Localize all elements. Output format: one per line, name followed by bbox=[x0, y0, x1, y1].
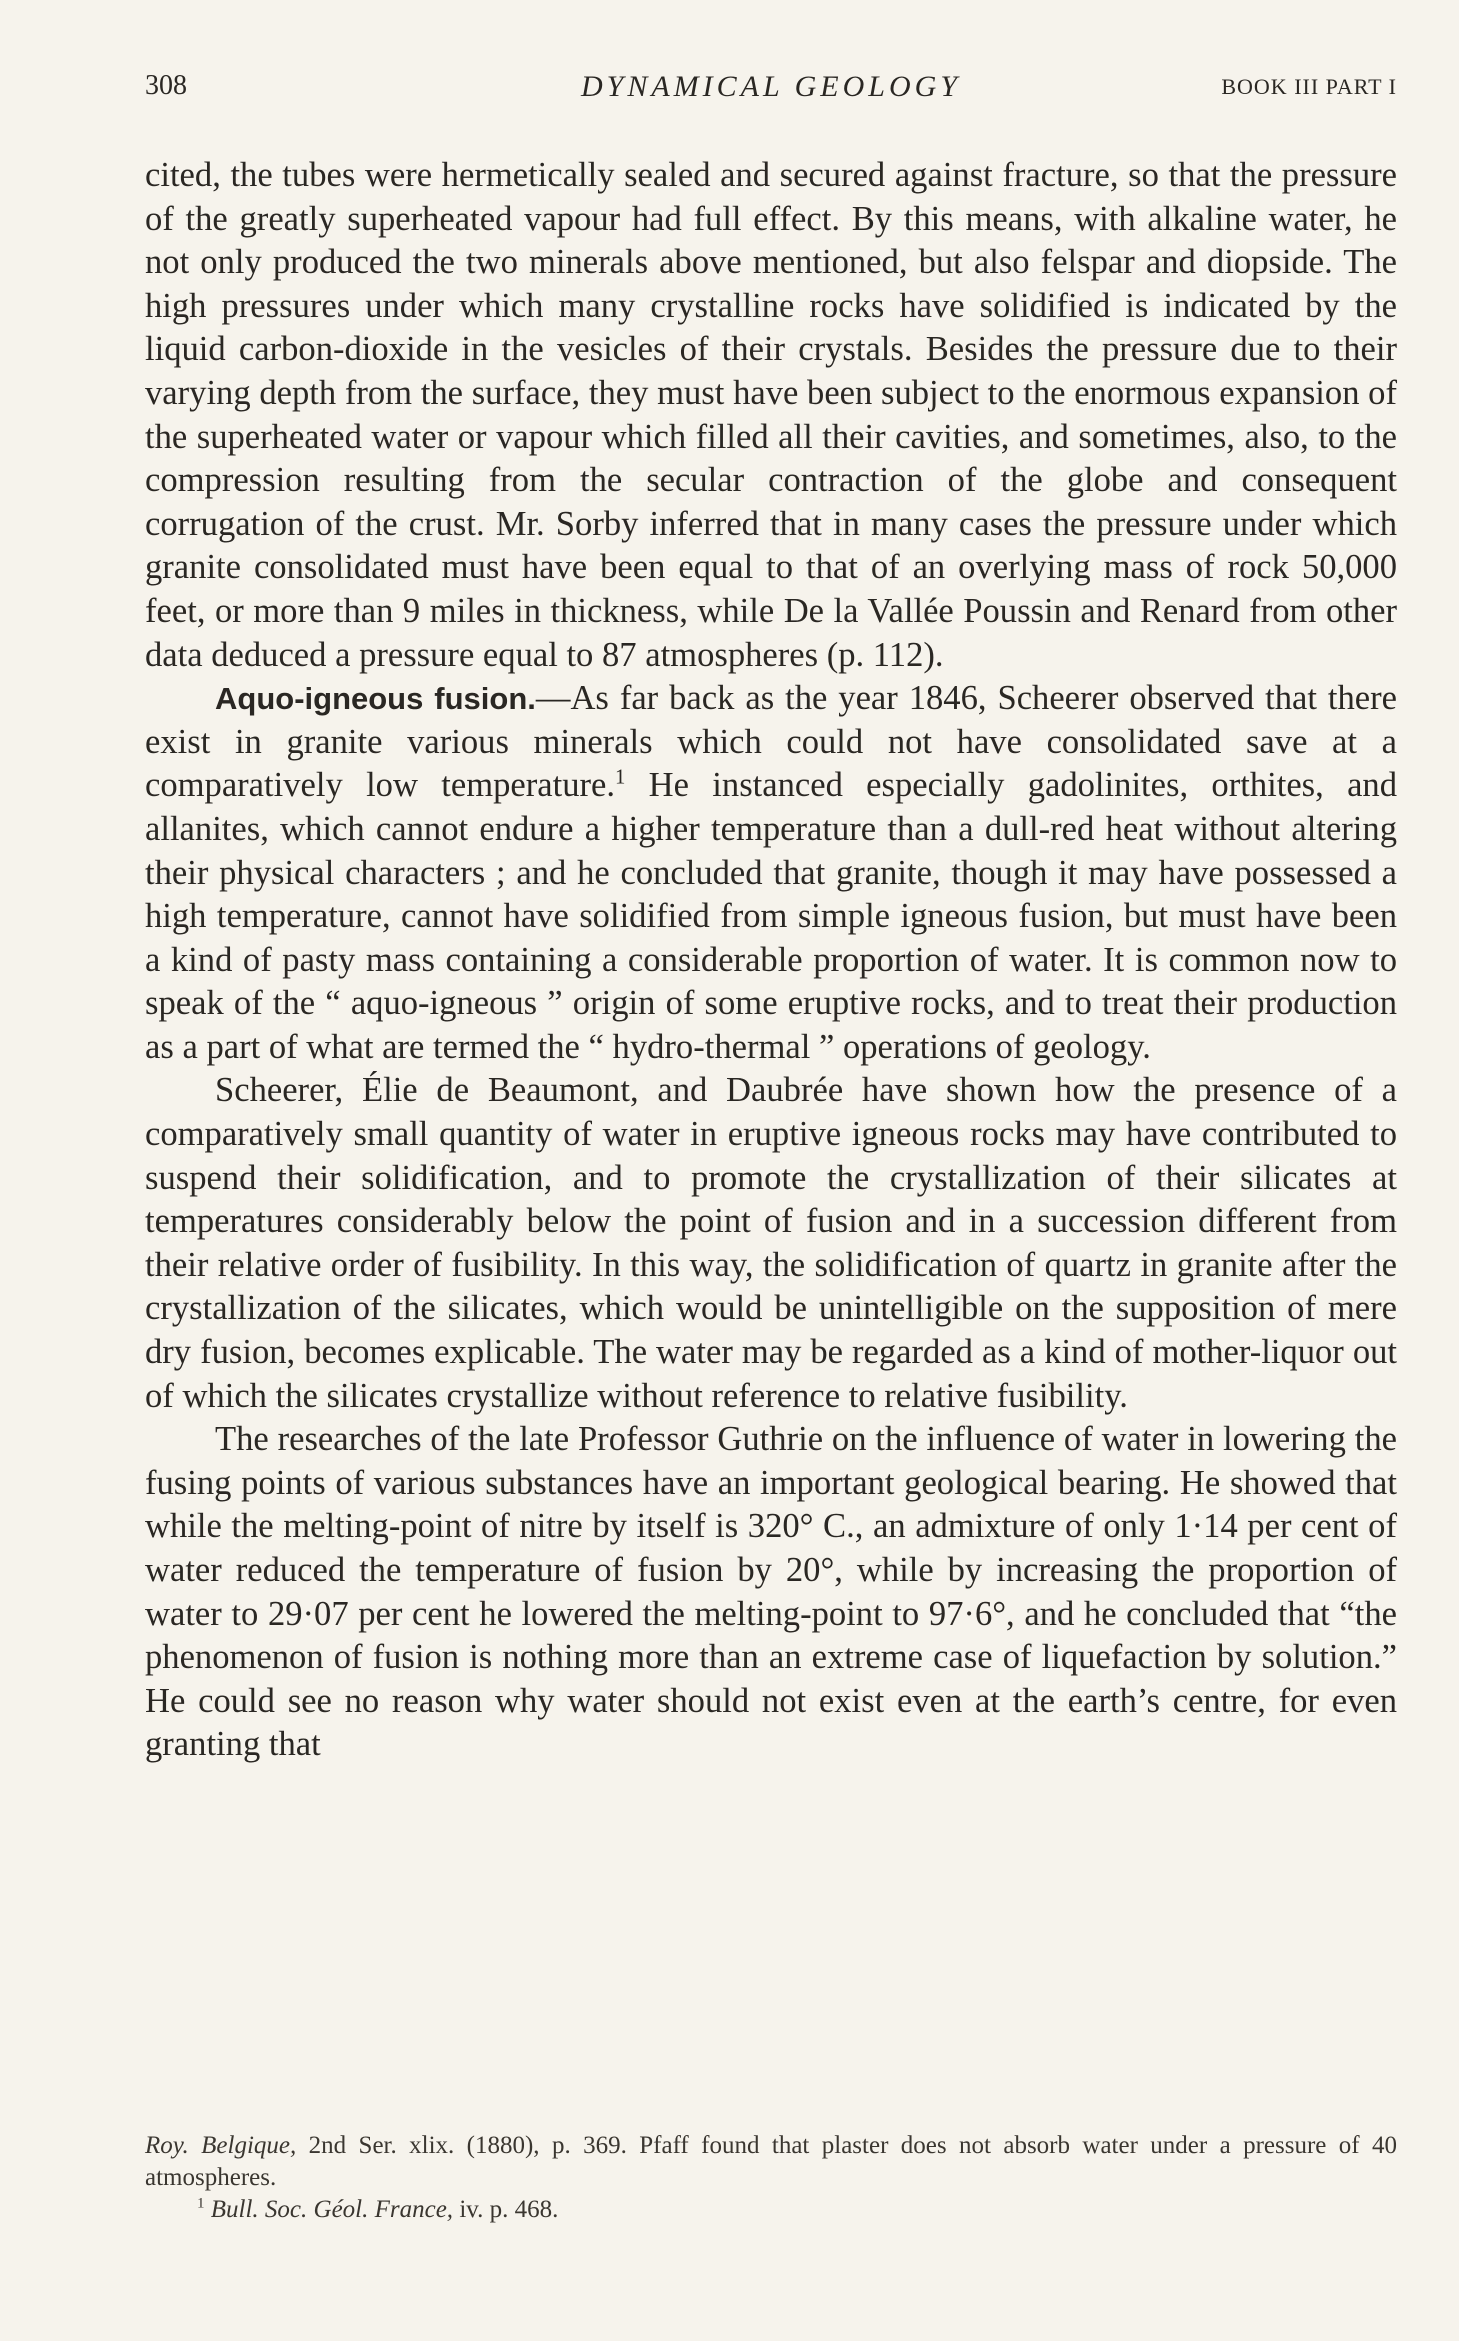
paragraph-2-text-b: He instanced especially gadolinites, orthites, and allanites, which cannot endure a higher temperature than a dull-red heat without altering their physical characters ; and he concluded that granite, though it may have possessed a high temperature, cannot have solidified from simple igneous fusion, but must have been a kind of pasty mass containing a considerable proportion of water. It is common now to speak of the “ aquo-igneous ” origin of some eruptive rocks, and to treat their production as a part of what are termed the “ hydro-thermal ” operations of geology. bbox=[145, 766, 1397, 1066]
paragraph-4: The researches of the late Professor Guthrie on the influence of water in lowering the fusing points of various substances have an important geological bearing. He showed that while the melting-point of nitre by itself is 320° C., an admixture of only 1·14 per cent of water reduced the temperature of fusion by 20°, while by increasing the proportion of water to 29·07 per cent he lowered the melting-point to 97·6°, and he concluded that “the phenomenon of fusion is nothing more than an extreme case of liquefaction by solution.” He could see no reason why water should not exist even at the earth’s centre, for even granting that bbox=[145, 1420, 1397, 1764]
footnote-continued bbox=[145, 2130, 1397, 2194]
page-header bbox=[145, 70, 1397, 110]
sidehead-aquo-igneous-fusion: Aquo-igneous fusion. bbox=[215, 681, 536, 717]
footnote-1-marker: 1 bbox=[197, 2195, 205, 2212]
body-text bbox=[145, 154, 1397, 1767]
footnote-1-text: 2nd Ser. xlix. (1880), p. 369. Pfaff found that plaster does not absorb water under a pressure of 40 atmospheres. bbox=[145, 2132, 1398, 2191]
footnotes bbox=[145, 2130, 1397, 2226]
paragraph-2-text-a: —As far back as the year 1846, Scheerer observed that there exist in granite various minerals which could not have consolidated save at a comparatively low temperature. bbox=[145, 679, 1397, 805]
paragraph-3: Scheerer, Élie de Beaumont, and Daubrée have shown how the presence of a comparatively small quantity of water in eruptive igneous rocks may have contributed to suspend their solidification, and to promote the crystallization of their silicates at temperatures considerably below the point of fusion and in a succession different from their relative order of fusibility. In this way, the solidification of quartz in granite after the crystallization of the silicates, which would be unintelligible on the supposition of mere dry fusion, becomes explicable. The water may be regarded as a kind of mother-liquor out of which the silicates crystallize without reference to relative fusibility. bbox=[145, 1071, 1397, 1415]
footnote-2-text: iv. p. 468. bbox=[453, 2196, 559, 2223]
paragraph-2 bbox=[145, 677, 1397, 1069]
running-title: DYNAMICAL GEOLOGY bbox=[581, 70, 961, 103]
paragraph-1: cited, the tubes were hermetically sealed and secured against fracture, so that the pressure of the greatly superheated vapour had full effect. By this means, with alkaline water, he not only produced the two minerals above mentioned, but also felspar and diopside. The high pressures under which many crystalline rocks have solidified is indicated by the liquid carbon-dioxide in the vesicles of their crystals. Besides the pressure due to their varying depth from the surface, they must have been subject to the enormous expansion of the superheated water or vapour which filled all their cavities, and sometimes, also, to the compression resulting from the secular contraction of the globe and consequent corrugation of the crust. Mr. Sorby inferred that in many cases the pressure under which granite consolidated must have been equal to that of an overlying mass of rock 50,000 feet, or more than 9 miles in thickness, while De la Vallée Poussin and Renard from other data deduced a pressure equal to 87 atmospheres (p. 112). bbox=[145, 156, 1397, 674]
footnote-1-source: Roy. Belgique, bbox=[145, 2132, 297, 2159]
section-reference: BOOK III PART I bbox=[1221, 74, 1397, 99]
page-number: 308 bbox=[145, 70, 187, 101]
footnote-marker: 1 bbox=[615, 766, 626, 789]
footnote-1 bbox=[145, 2194, 1397, 2226]
footnote-2-source: Bull. Soc. Géol. France, bbox=[210, 2196, 454, 2223]
